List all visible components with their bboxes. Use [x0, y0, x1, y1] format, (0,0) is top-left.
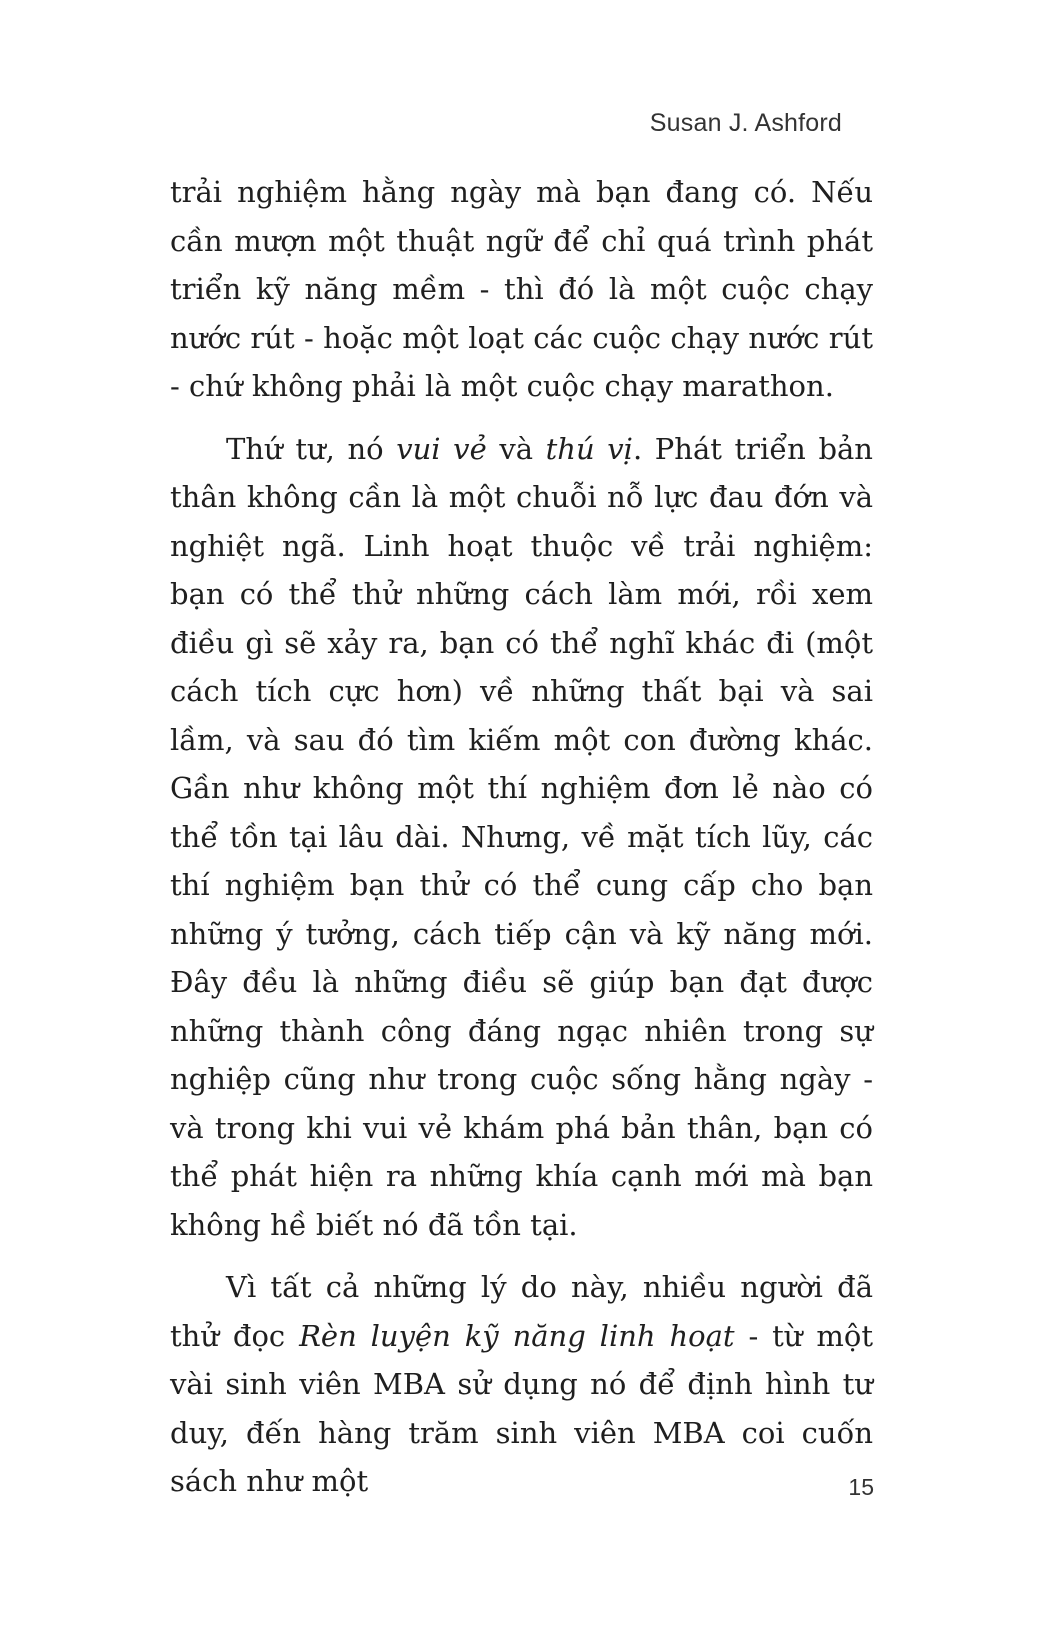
page-number: 15: [848, 1474, 874, 1500]
paragraph-2: [170, 425, 873, 1250]
paragraph-2-italic-thu-vi: thú vị: [545, 431, 633, 466]
paragraph-1: [170, 168, 873, 411]
paragraph-3-book-title: Rèn luyện kỹ năng linh hoạt: [299, 1318, 735, 1353]
paragraph-3-lead: Vì tất cả những lý do này, nhiều người đã thử đọc: [170, 1270, 873, 1353]
paragraph-2-italic-vui-ve: vui vẻ: [396, 431, 487, 466]
paragraph-2-rest: . Phát triển bản thân không cần là một chuỗi nỗ lực đau đớn và nghiệt ngã. Linh hoạt thuộc về trải nghiệm: bạn có thể thử những cách làm mới, rồi xem điều gì sẽ xảy ra, bạn có thể nghĩ khác đi (một cách tích cực hơn) về những thất bại và sai lầm, và sau đó tìm kiếm một con đường khác. Gần như không một thí nghiệm đơn lẻ nào có thể tồn tại lâu dài. Nhưng, về mặt tích lũy, các thí nghiệm bạn thử có thể cung cấp cho bạn những ý tưởng, cách tiếp cận và kỹ năng mới. Đây đều là những điều sẽ giúp bạn đạt được những thành công đáng ngạc nhiên trong sự nghiệp cũng như trong cuộc sống hằng ngày - và trong khi vui vẻ khám phá bản thân, bạn có thể phát hiện ra những khía cạnh mới mà bạn không hề biết nó đã tồn tại.: [170, 431, 873, 1242]
paragraph-2-mid: và: [486, 431, 546, 466]
body-text: [170, 168, 873, 1520]
running-header-author: Susan J. Ashford: [649, 109, 842, 137]
paragraph-1-text: trải nghiệm hằng ngày mà bạn đang có. Nếu cần mượn một thuật ngữ để chỉ quá trình phát triển kỹ năng mềm - thì đó là một cuộc chạy nước rút - hoặc một loạt các cuộc chạy nước rút - chứ không phải là một cuộc chạy marathon.: [170, 175, 873, 403]
paragraph-3-rest: - từ một vài sinh viên MBA sử dụng nó để định hình tư duy, đến hàng trăm sinh viên MBA coi cuốn sách như một: [170, 1318, 873, 1498]
paragraph-2-lead: Thứ tư, nó: [226, 431, 397, 466]
paragraph-3: [170, 1263, 873, 1506]
